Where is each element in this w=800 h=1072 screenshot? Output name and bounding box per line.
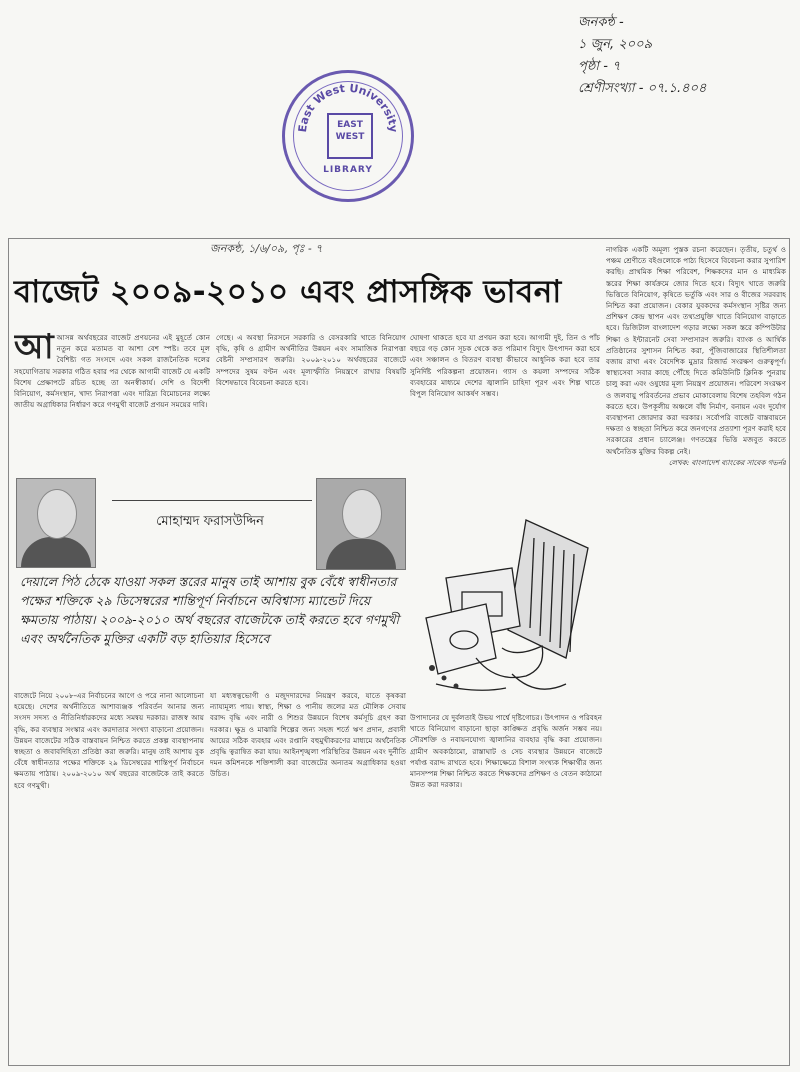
article-column-4: বাজেটে নিয়ে ২০০৮-এর নির্বাচনের আগে ও পরে নানা আলোচনা হয়েছে। দেশের অর্থনীতিতে আশাব্যঞ্জক পরিবর্তন আনার জন্য সংসদ সদস্য ও নীতিনির্ধারকদের মধ্যে সমন্বয় দরকার। রাজস্ব আয় বৃদ্ধি, কর ব্যবস্থার সংস্কার এবং করদাতার সংখ্যা বাড়ানো প্রয়োজন। উন্নয়ন বাজেটের সঠিক বাস্তবায়ন নিশ্চিত করতে প্রকল্প ব্যবস্থাপনায় স্বচ্ছতা ও জবাবদিহিতা প্রতিষ্ঠা করা জরুরি। মানুষ তাই আশায় বুক বেঁধে স্বাধীনতার পক্ষের শক্তিকে ২৯ ডিসেম্বরের শান্তিপূর্ণ নির্বাচনে ক্ষমতায় পাঠায়। ২০০৯-২০১০ অর্থ বছরের বাজেটকে তাই করতে হবে গণমুখী। (14, 691, 204, 790)
library-stamp (282, 70, 414, 202)
author-note: লেখক: বাংলাদেশ ব্যাংকের সাবেক গভর্নর (668, 457, 786, 467)
money-illustration (416, 508, 602, 704)
hand-note-line: ১ জুন, ২০০৯ (578, 37, 653, 52)
hand-note-line: জনকন্ঠ - (578, 15, 624, 30)
stamp-shield-icon: EAST WEST (327, 113, 373, 159)
article-headline: বাজেট ২০০৯-২০১০ এবং প্রাসঙ্গিক ভাবনা (14, 274, 562, 310)
author-byline: মোহাম্মদ ফরাসউদ্দিন (156, 514, 264, 529)
source-note: জনকন্ঠ, ১/৬/০৯, পৃঃ - ৭ (210, 242, 323, 255)
article-column-6: উপাদানের যে দুর্বলতাই উভয় পার্শ্বে দৃষ্টিগোচর। উৎপাদন ও পরিবহন খাতে বিনিয়োগ বাড়ানো ছাড়া কাঙ্ক্ষিত প্রবৃদ্ধি অর্জন সম্ভব নয়। সৌরশক্তি ও নবায়নযোগ্য জ্বালানির ব্যবহার বৃদ্ধি করা প্রয়োজন। গ্রামীণ অবকাঠামো, রাস্তাঘাট ও সেচ ব্যবস্থার উন্নয়নে বাজেটে পর্যাপ্ত বরাদ্দ রাখতে হবে। শিক্ষাক্ষেত্রে বিশাল সংখ্যক শিক্ষার্থীর জন্য মানসম্পন্ন শিক্ষা নিশ্চিত করতে শিক্ষকদের প্রশিক্ষণ ও বেতন কাঠামো উন্নত করা দরকার। (410, 713, 602, 790)
column-text: নাগরিক একটি অমূল্য পুস্তক রচনা করেছেন। তৃতীয়, চতুর্থ ও পঞ্চম শ্রেণীতে বইগুলোকে পাঠ্য হিসেবে বিবেচনা করার সুপারিশ করছি। প্রাথমিক শিক্ষা পরিবেশ, শিক্ষকদের মান ও মাধ্যমিক স্তরের শিক্ষা কার্যক্রমে জোর দিতে হবে। বিদ্যুৎ খাতে জরুরি ভিত্তিতে বিনিয়োগ, কৃষিতে ভর্তুকি এবং সার ও বীজের সরবরাহ নিশ্চিত করা প্রয়োজন। বেকার যুবকদের কর্মসংস্থান সৃষ্টির জন্য প্রশিক্ষণ কেন্দ্র স্থাপন এবং তথ্যপ্রযুক্তি খাতে বিনিয়োগ বাড়াতে হবে। ডিজিটাল বাংলাদেশ গড়ার লক্ষ্যে সকল স্তরে কম্পিউটার শিক্ষা ও ইন্টারনেট সেবা সম্প্রসারণ জরুরি। ব্যাংক ও আর্থিক প্রতিষ্ঠানের সুশাসন নিশ্চিত করা, পুঁজিবাজারের স্থিতিশীলতা বজায় রাখা এবং বৈদেশিক মুদ্রার রিজার্ভ সংরক্ষণ গুরুত্বপূর্ণ। স্বাস্থ্যসেবা সবার কাছে পৌঁছে দিতে কমিউনিটি ক্লিনিক পুনরায় চালু করা এবং ওষুধের মূল্য নিয়ন্ত্রণ প্রয়োজন। পরিবেশ সংরক্ষণ ও জলবায়ু পরিবর্তনের প্রভাব মোকাবেলায় বিশেষ তহবিল গঠন করতে হবে। উপকূলীয় অঞ্চলে বাঁধ নির্মাণ, বনায়ন এবং দুর্যোগ ব্যবস্থাপনা জোরদার করা দরকার। সর্বোপরি বাজেট বাস্তবায়নে দক্ষতা ও স্বচ্ছতা নিশ্চিত করে জনগণের প্রত্যাশা পূরণ করাই হবে সরকারের প্রধান চ্যালেঞ্জ। গণতন্ত্রের ভিত্তি মজবুত করতে অর্থনৈতিক মুক্তির বিকল্প নেই। (606, 245, 786, 456)
article-column-5: যা মধ্যস্বত্বভোগী ও মজুদদারদের নিয়ন্ত্রণ করবে, যাতে কৃষকরা ন্যায্যমূল্য পায়। স্বাস্থ্য, শিক্ষা ও পানীয় জলের মত মৌলিক সেবায় বরাদ্দ বৃদ্ধি এবং নারী ও শিশুর উন্নয়নে বিশেষ কর্মসূচি গ্রহণ করা দরকার। ক্ষুদ্র ও মাঝারি শিল্পের জন্য সহজ শর্তে ঋণ প্রদান, প্রবাসী আয়ের সঠিক ব্যবহার এবং রপ্তানি বহুমুখীকরণের মাধ্যমে অর্থনৈতিক প্রবৃদ্ধি ত্বরান্বিত করা যায়। আইনশৃঙ্খলা পরিস্থিতির উন্নয়ন এবং দুর্নীতি দমন কমিশনকে শক্তিশালী করা বাজেটের অন্যতম অগ্রাধিকার হওয়া উচিত। (210, 691, 406, 779)
stamp-library-label: LIBRARY (323, 165, 373, 175)
article-column-2: গেছে। এ অবস্থা নিরসনে সরকারি ও বেসরকারি খাতে বিনিয়োগ বৃদ্ধি, কৃষি ও গ্রামীণ অর্থনীতির উন্নয়ন এবং সামাজিক নিরাপত্তা বেষ্টনী সম্প্রসারণ জরুরি। ২০০৯-২০১০ অর্থবছরের বাজেটে সম্পদের সুষম বণ্টন এবং মূল্যস্ফীতি নিয়ন্ত্রণে রাখার বিষয়টি বিশেষভাবে বিবেচনা করতে হবে। (216, 333, 406, 387)
column-text: আসন্ন অর্থবছরের বাজেট প্রণয়নের এই মুহূর্তে কোন নতুন করে মতামত বা আশা বেশ স্পষ্ট। তবে মূল বৈশিষ্ট্য গত সংসদে এবং সকল রাজনৈতিক দলের সহযোগিতায় সরকার গঠিত হবার পর থেকে আগামী বাজেট যে একটি বিশেষ প্রেক্ষাপটে রচিত হচ্ছে তা অনস্বীকার্য। দেশি ও বিদেশী বিনিয়োগ, কর্মসংস্থান, খাদ্য নিরাপত্তা এবং দারিদ্র্য বিমোচনের লক্ষ্যে জাতীয় অগ্রাধিকার নির্ধারণ করে গণমুখী বাজেট প্রণয়ন সময়ের দাবি। (14, 333, 210, 410)
hand-note-line: শ্রেণীসংখ্যা - ০৭.১.৪০৪ (578, 81, 707, 96)
hand-note-line: পৃষ্ঠা - ৭ (578, 59, 621, 74)
article-column-1 (14, 332, 210, 458)
drop-cap: আ (14, 332, 54, 367)
svg-text:East West University: East West University (295, 81, 401, 133)
article-column-right (606, 244, 786, 1054)
author-photo-2 (316, 478, 406, 570)
byline-rule (112, 500, 312, 501)
pull-quote: দেয়ালে পিঠ ঠেকে যাওয়া সকল স্তরের মানুষ তাই আশায় বুক বেঁধে স্বাধীনতার পক্ষের শক্তিকে ২৯ ডিসেম্বরের শান্তিপূর্ণ নির্বাচনে অবিশ্বাস্য ম্যান্ডেট দিয়ে ক্ষমতায় পাঠায়। ২০০৯-২০১০ অর্থ বছরের বাজেটকে তাই করতে হবে গণমুখী এবং অর্থনৈতিক মুক্তির একটি বড় হাতিয়ার হিসেবে (20, 574, 400, 646)
handwritten-notes (578, 12, 788, 100)
article-column-3: ঘোষণা থাকতে হবে যা প্রণয়ন করা হবে। আগামী দুই, তিন ও পাঁচ বছরে গড় কোন সূচক থেকে কত পরিমাণ বিদ্যুৎ উৎপাদন করা হবে এবং সঞ্চালন ও বিতরণ ব্যবস্থা কীভাবে আধুনিক করা হবে তার সুনির্দিষ্ট পরিকল্পনা প্রয়োজন। গ্যাস ও কয়লা সম্পদের সঠিক ব্যবহারের মাধ্যমে দেশের জ্বালানি চাহিদা পূরণ এবং শিল্প খাতে বিপুল বিনিয়োগ আকর্ষণ সম্ভব। (410, 333, 600, 399)
author-photo (16, 478, 96, 568)
